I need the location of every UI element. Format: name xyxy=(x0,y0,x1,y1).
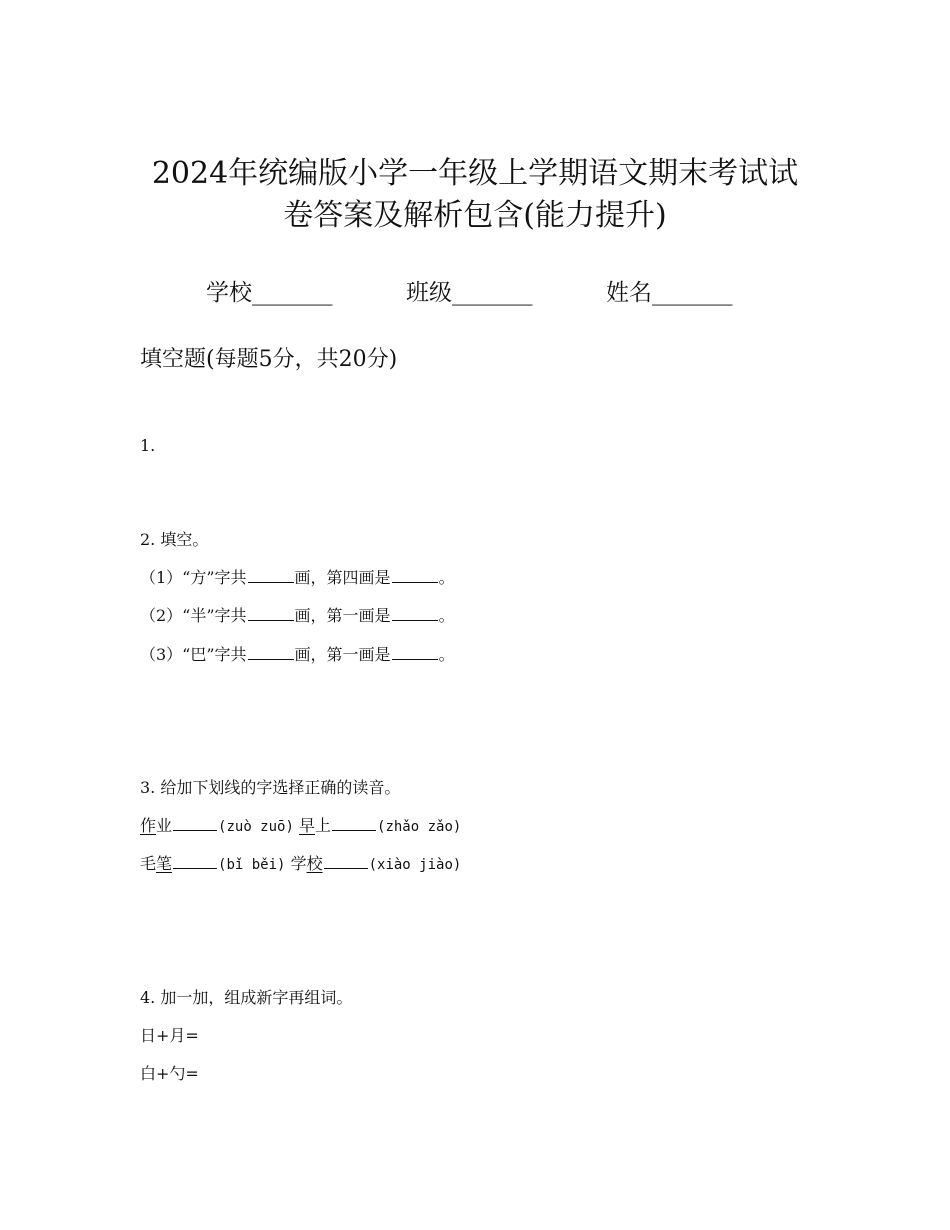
word-prefix: 毛 xyxy=(140,854,157,873)
question-2-item xyxy=(140,643,455,667)
pinyin-options: (bǐ běi) xyxy=(218,857,286,873)
pinyin-options: (xiào jiào) xyxy=(368,857,462,873)
question-4-line: 白+勺= xyxy=(140,1064,199,1083)
question-2-item xyxy=(140,566,455,590)
answer-blank xyxy=(248,604,294,621)
item-middle: 画，第一画是 xyxy=(294,645,391,664)
pinyin-options: (zuò zuō) xyxy=(218,819,294,835)
section-heading: 填空题(每题5分，共20分) xyxy=(140,347,398,372)
item-end: 。 xyxy=(438,645,455,664)
item-prefix: （1）“方”字共 xyxy=(140,568,247,587)
answer-blank xyxy=(248,643,294,660)
word-rest: 上 xyxy=(315,816,332,835)
pinyin-options: (zhǎo zǎo) xyxy=(377,819,462,835)
underlined-char: 早 xyxy=(298,816,315,835)
underlined-char: 笔 xyxy=(156,854,173,873)
class-field: 班级_______ xyxy=(406,280,533,306)
question-2-item xyxy=(140,604,455,628)
answer-blank xyxy=(173,814,217,831)
item-prefix: （3）“巴”字共 xyxy=(140,645,247,664)
word-prefix: 学 xyxy=(290,854,307,873)
question-3-stem: 3. 给加下划线的字选择正确的读音。 xyxy=(140,778,401,797)
answer-blank xyxy=(392,604,438,621)
answer-blank xyxy=(248,566,294,583)
item-middle: 画，第四画是 xyxy=(294,568,391,587)
question-3-row xyxy=(140,814,461,839)
document-title-line2: 卷答案及解析包含(能力提升) xyxy=(283,198,667,233)
answer-blank xyxy=(173,852,217,869)
school-field: 学校_______ xyxy=(206,280,333,306)
underlined-char: 校 xyxy=(306,854,323,873)
underlined-char: 作 xyxy=(140,816,157,835)
question-4-line: 日+月= xyxy=(140,1026,199,1045)
item-end: 。 xyxy=(438,606,455,625)
question-4-stem: 4. 加一加，组成新字再组词。 xyxy=(140,988,353,1007)
question-3-row xyxy=(140,852,461,877)
answer-blank xyxy=(392,566,438,583)
answer-blank xyxy=(332,814,376,831)
answer-blank xyxy=(392,643,438,660)
name-field: 姓名_______ xyxy=(606,280,733,306)
word-rest: 业 xyxy=(156,816,173,835)
question-1-number: 1. xyxy=(140,436,156,455)
item-middle: 画，第一画是 xyxy=(294,606,391,625)
item-end: 。 xyxy=(438,568,455,587)
answer-blank xyxy=(324,852,368,869)
document-title-line1: 2024年统编版小学一年级上学期语文期末考试试 xyxy=(151,156,799,191)
question-2-stem: 2. 填空。 xyxy=(140,530,209,549)
item-prefix: （2）“半”字共 xyxy=(140,606,247,625)
